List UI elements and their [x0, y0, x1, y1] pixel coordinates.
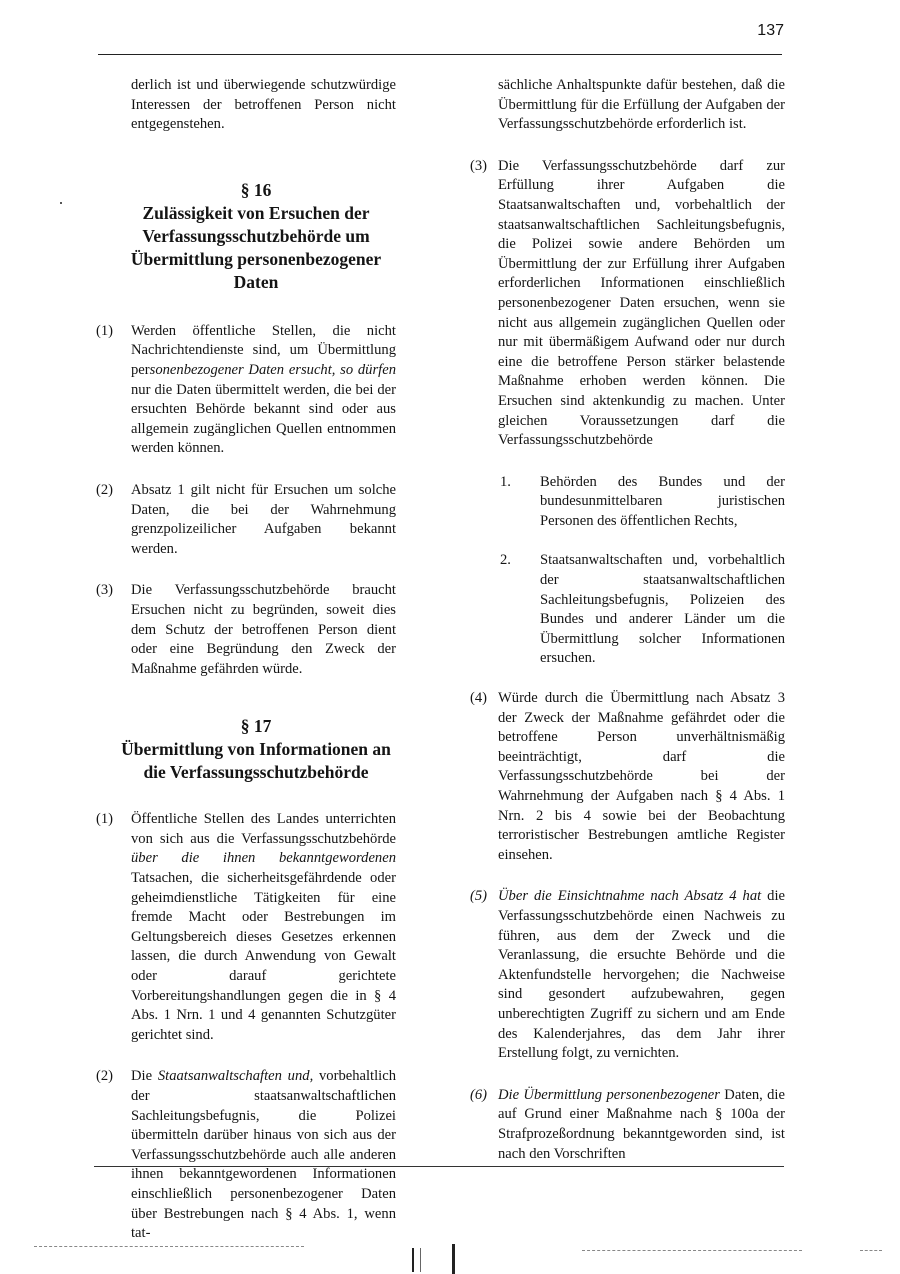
section-17-heading [96, 715, 396, 784]
section-17-paragraph-2 [96, 1067, 396, 1243]
paragraph-number: (2) [96, 1068, 114, 1085]
list-text: Staatsanwaltschaften und, vorbehaltlich der staatsanwaltschaftlichen Sachleitungsbefugnis, Polizeien des Bundes und anderer Länder um die Übermittlung solcher Informationen ersuchen. [540, 552, 785, 667]
scan-artifact-dash-left [34, 1246, 304, 1247]
paragraph-number: (4) [470, 690, 488, 707]
section-16-paragraph-2 [96, 481, 396, 559]
paragraph-number: (6) [470, 1086, 488, 1103]
paragraph-6 [470, 1086, 785, 1164]
section-16-title: Zulässigkeit von Ersuchen der Verfassungsschutzbehörde um Übermittlung personenbezogener Daten [130, 202, 382, 292]
paragraph-text: Werden öffentliche Stellen, die nicht Nachrichtendienste sind, um Übermittlung personenbezogener Daten ersucht, so dürfen nur die Daten übermittelt werden, die bei der ersuchten Behörde bekannt sind oder aus allgemein zugänglichen Quellen entnommen werden können. [131, 322, 396, 457]
section-17-title: Übermittlung von Informationen an die Verfassungsschutzbehörde [121, 739, 391, 783]
right-column [470, 76, 785, 1164]
carry-over-text: sächliche Anhaltspunkte dafür bestehen, daß die Übermittlung für die Erfüllung der Aufgaben der Verfassungsschutzbehörde erforderlich ist. [498, 77, 785, 133]
page-number: 137 [757, 22, 784, 39]
scan-artifact-dash-far-right [860, 1250, 882, 1251]
paragraph-text: Öffentliche Stellen des Landes unterrichten von sich aus die Verfassungsschutzbehörde über die ihnen bekanntgewordenen Tatsachen, die sicherheitsgefährdende oder geheimdienstliche Tätigkeiten für eine fremde Macht oder Bestrebungen im Geltungsbereich dieses Gesetzes erkennen lassen, die durch Anwendung von Gewalt oder darauf gerichtete Vorbereitungshandlungen gegen die in § 4 Abs. 1 Nrn. 1 und 4 genannten Schutzgüter gerichtet sind. [131, 811, 396, 1043]
paragraph-text: Über die Einsichtnahme nach Absatz 4 hat die Verfassungsschutzbehörde einen Nachweis zu führen, aus dem der Zweck und die Veranlassung, die ersuchte Behörde und die Aktenfundstelle hervorgehen; die Nachweise sind gesondert aufzubewahren, gegen unberechtigten Zugriff zu sichern und am Ende des Kalenderjahres, das dem Jahr ihrer Erstellung folgt, zu vernichten. [498, 888, 785, 1062]
paragraph-text: Die Verfassungsschutzbehörde darf zur Erfüllung ihrer Aufgaben die Staatsanwaltschaften und, vorbehaltlich der staatsanwaltschaftlichen Sachleitungsbefugnis, die Polizei sowie andere Behörden um Übermittlung der zur Erfüllung ihrer Aufgaben erforderlichen Informationen einschließlich personenbezogener Daten ersuchen, wenn sie nicht aus allgemein zugänglichen Quellen oder nur mit übermäßigem Aufwand oder nur durch eine die betroffene Person stärker belastende Maßnahme erhoben werden können. Die Ersuchen sind aktenkundig zu machen. Unter gleichen Voraussetzungen darf die Verfassungsschutzbehörde [498, 157, 785, 449]
paragraph-number: (3) [470, 157, 488, 174]
paragraph-5 [470, 887, 785, 1063]
paragraph-4 [470, 689, 785, 865]
scan-artifact-bar-3 [452, 1244, 455, 1274]
section-17-symbol: § 17 [240, 716, 272, 737]
bottom-rule [94, 1166, 784, 1167]
scan-artifact-speck [60, 202, 62, 204]
paragraph-number: (2) [96, 481, 114, 498]
list-number: 1. [500, 473, 511, 490]
list-text: Behörden des Bundes und der bundesunmittelbaren juristischen Personen des öffentlichen Rechts, [540, 473, 785, 529]
paragraph-number: (1) [96, 811, 114, 828]
section-16-paragraph-3 [96, 581, 396, 679]
scan-artifact-bar-1 [412, 1248, 414, 1272]
paragraph-text: Würde durch die Übermittlung nach Absatz 3 der Zweck der Maßnahme gefährdet oder die betroffene Person unverhältnismäßig beeinträchtigt, darf die Verfassungsschutzbehörde bei der Wahrnehmung der Aufgaben nach § 4 Abs. 1 Nrn. 2 bis 4 sowie bei der Beobachtung terroristischer Bestrebungen amtliche Register einsehen. [498, 690, 785, 863]
top-rule [98, 54, 782, 55]
list-item-2 [470, 551, 785, 669]
list-number: 2. [500, 552, 511, 569]
paragraph-text: Die Verfassungsschutzbehörde braucht Ersuchen nicht zu begründen, soweit dies dem Schutz der betroffenen Person dient oder eine Begründung den Zweck der Maßnahme gefährden würde. [131, 582, 396, 677]
carry-over-text: derlich ist und überwiegende schutzwürdige Interessen der betroffenen Person nicht entgegenstehen. [131, 77, 396, 133]
paragraph-number: (5) [470, 888, 488, 905]
scan-artifact-bar-2 [420, 1248, 421, 1272]
paragraph-number: (1) [96, 322, 114, 339]
section-16-paragraph-1 [96, 322, 396, 459]
list-item-1 [470, 473, 785, 532]
paragraph-text: Die Übermittlung personenbezogener Daten, die auf Grund einer Maßnahme nach § 100a der Strafprozeßordnung bekanntgeworden sind, ist nach den Vorschriften [498, 1086, 785, 1162]
paragraph-text: Absatz 1 gilt nicht für Ersuchen um solche Daten, die bei der Wahrnehmung grenzpolizeilicher Aufgaben bekannt werden. [131, 481, 396, 557]
paragraph-text: Die Staatsanwaltschaften und, vorbehaltlich der staatsanwaltschaftlichen Sachleitungsbefugnis, die Polizei übermitteln darüber hinaus von sich aus der Verfassungsschutzbehörde auch alle anderen ihnen bekanntgewordenen Informationen einschließlich personenbezogener Daten über Bestrebungen nach § 4 Abs. 1, wenn tat- [131, 1068, 396, 1242]
scan-artifact-dash-right [582, 1250, 802, 1251]
paragraph-3 [470, 157, 785, 451]
section-16-symbol: § 16 [240, 179, 272, 200]
paragraph-number: (3) [96, 582, 114, 599]
left-column [96, 76, 396, 1244]
section-16-heading [96, 179, 396, 294]
section-17-paragraph-1 [96, 810, 396, 1045]
